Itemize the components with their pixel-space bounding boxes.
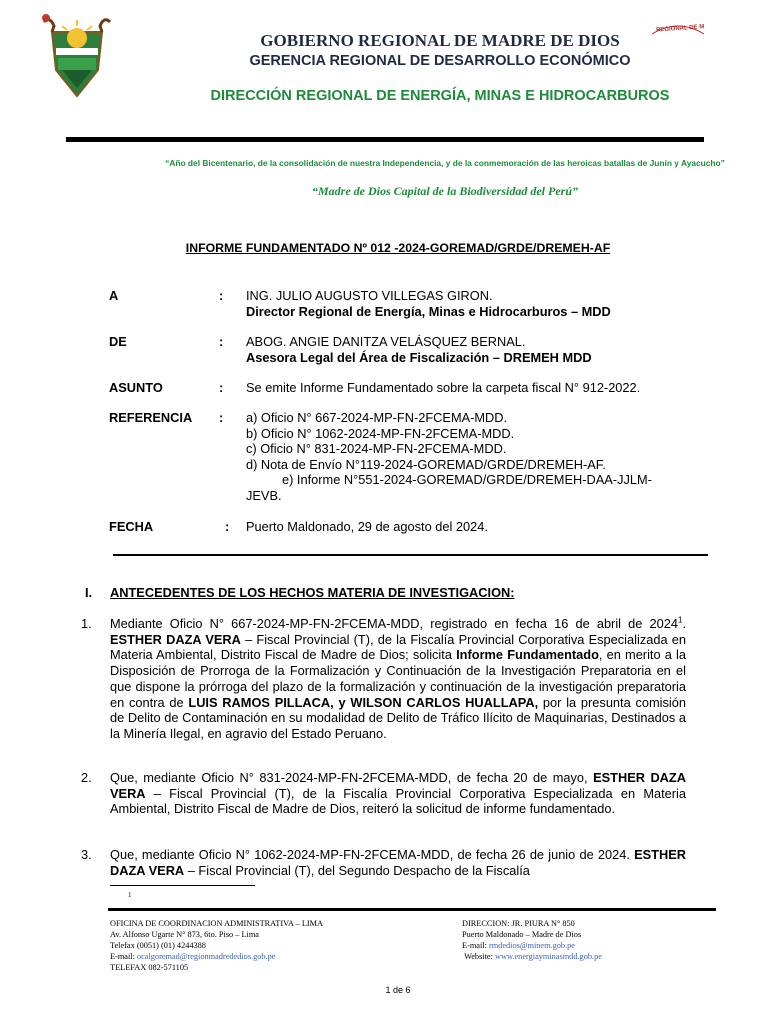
- recipient-name: ING. JULIO AUGUSTO VILLEGAS GIRON.: [246, 288, 493, 303]
- field-de-value: [246, 334, 592, 365]
- footnote-divider: [110, 885, 255, 886]
- footer-text: Av. Alfonso Ugarte N° 873, 6to. Piso – Lima: [110, 930, 259, 939]
- field-de-label: DE: [109, 334, 127, 349]
- field-de-colon: :: [219, 334, 224, 349]
- field-fecha-colon: :: [225, 519, 230, 534]
- field-a-label: A: [109, 288, 119, 303]
- regional-logo: [40, 12, 114, 100]
- recipient-title: Director Regional de Energía, Minas e Hidrocarburos – MDD: [246, 303, 611, 319]
- paragraph-text: por la presunta comisión de Delito de Contaminación en su modalidad de Delito de Tráfico Ilícito de Maquinarias, Destinados a la Minería Ilegal, en agravio del Estado Peruano.: [110, 694, 686, 741]
- page-number: 1 de 6: [385, 985, 411, 995]
- header-divider: [66, 137, 704, 142]
- direccion-email-link[interactable]: rmdedios@minem.gob.pe: [488, 941, 575, 950]
- section-number: I.: [85, 585, 93, 600]
- header-gerencia: GERENCIA REGIONAL DE DESARROLLO ECONÓMICO: [249, 53, 631, 69]
- footer-text: OFICINA DE COORDINACION ADMINISTRATIVA – LIMA: [110, 919, 324, 928]
- field-referencia-list: [246, 410, 706, 503]
- section-title: ANTECEDENTES DE LOS HECHOS MATERIA DE INVESTIGACION:: [110, 585, 515, 600]
- document-title: INFORME FUNDAMENTADO Nº 012 -2024-GOREMAD/GRDE/DREMEH-AF: [185, 241, 611, 255]
- paragraph-text: – Fiscal Provincial (T), de la Fiscalía Provincial Corporativa Especializada en Materia Ambiental, Distrito Fiscal de Madre de Dios; solicita: [110, 631, 686, 663]
- header-direccion: DIRECCIÓN REGIONAL DE ENERGÍA, MINAS E HIDROCARBUROS: [210, 88, 670, 104]
- field-fecha-label: FECHA: [109, 519, 154, 534]
- reference-item: c) Oficio N° 831-2024-MP-FN-2FCEMA-MDD.: [246, 441, 507, 456]
- footer-text: E-mail:: [462, 941, 489, 950]
- person-name: ESTHER DAZA VERA: [110, 770, 686, 801]
- footer-text: E-mail:: [110, 952, 137, 961]
- paragraph-number: 1.: [81, 616, 92, 631]
- reference-item: e) Informe N°551-2024-GOREMAD/GRDE/DREMEH-DAA-JJLM-: [282, 472, 652, 487]
- paragraph-3: [110, 847, 686, 878]
- website-link[interactable]: www.energiayminasmdd.gob.pe: [494, 952, 602, 961]
- reference-item: JEVB.: [246, 487, 282, 503]
- field-a-colon: :: [219, 288, 224, 303]
- paragraph-text: – Fiscal Provincial (T), del Segundo Despacho de la Fiscalía: [184, 862, 530, 878]
- paragraph-text: Que, mediante Oficio N° 831-2024-MP-FN-2FCEMA-MDD, de fecha 20 de mayo,: [110, 770, 594, 785]
- field-referencia-colon: :: [219, 410, 224, 425]
- reference-item: b) Oficio N° 1062-2024-MP-FN-2FCEMA-MDD.: [246, 425, 515, 441]
- footer-text: Puerto Maldonado – Madre de Dios: [462, 930, 582, 939]
- reference-item: a) Oficio N° 667-2024-MP-FN-2FCEMA-MDD.: [246, 410, 508, 425]
- paragraph-number: 2.: [81, 770, 92, 785]
- field-asunto-label: ASUNTO: [109, 380, 163, 395]
- lima-email-link[interactable]: ocalgoremad@regionmadrededios.gob.pe: [136, 952, 276, 961]
- paragraph-text: , en merito a la Disposición de Prorroga de la Formalización y Continuación de la Investigación Preparatoria en el que dispone la prórroga del plazo de la formalización y continuación de la investigación preparatoria en contra de: [110, 647, 686, 710]
- paragraph-text: Mediante Oficio N° 667-2024-MP-FN-2FCEMA-MDD, registrado en fecha 16 de abril de 2024: [110, 616, 678, 631]
- paragraph-text: – Fiscal Provincial (T), de la Fiscalía Provincial Corporativa Especializada en Materia Ambiental, Distrito Fiscal de Madre de Dios, reiteró la solicitud de informe fundamentado.: [110, 785, 686, 817]
- footer-text: TELEFAX 082-571105: [110, 963, 189, 972]
- person-name: ESTHER DAZA VERA: [110, 631, 241, 647]
- field-a-value: [246, 288, 611, 319]
- paragraph-text: Que, mediante Oficio N° 1062-2024-MP-FN-2FCEMA-MDD, de fecha 26 de junio de 2024.: [110, 847, 635, 862]
- reference-item: d) Nota de Envío N°119-2024-GOREMAD/GRDE/DREMEH-AF.: [246, 456, 606, 472]
- header-year-motto: “Año del Bicentenario, de la consolidación de nuestra Independencia, y de la conmemoración de las heroicas batallas de Junín y Ayacucho”: [165, 158, 725, 168]
- paragraph-2: [110, 770, 686, 817]
- field-fecha-value: Puerto Maldonado, 29 de agosto del 2024.: [246, 519, 488, 534]
- header-region-motto: “Madre de Dios Capital de la Biodiversidad del Perú”: [312, 184, 578, 198]
- footer-text: Website:: [464, 952, 495, 961]
- footer-text: DIRECCION: JR. PIURA N° 850: [462, 919, 575, 928]
- paragraph-1: [110, 616, 686, 742]
- sender-title: Asesora Legal del Área de Fiscalización – DREMEH MDD: [246, 349, 592, 365]
- field-referencia-label: REFERENCIA: [109, 410, 193, 425]
- paragraph-number: 3.: [81, 847, 92, 862]
- footer-direccion-office: [462, 918, 602, 962]
- field-asunto-colon: :: [219, 380, 224, 395]
- paragraph-text: .: [682, 616, 686, 631]
- person-name: LUIS RAMOS PILLACA, y WILSON CARLOS HUALLAPA,: [188, 694, 539, 710]
- person-name: ESTHER DAZA VERA: [110, 847, 686, 878]
- svg-text:REGIONAL DE M: REGIONAL DE M: [655, 24, 705, 34]
- footer-divider: [108, 908, 716, 911]
- emphasis-text: Informe Fundamentado: [456, 647, 599, 663]
- footer-lima-office: [110, 918, 323, 973]
- header-gobierno: GOBIERNO REGIONAL DE MADRE DE DIOS: [260, 31, 620, 50]
- footnote-number: 1: [128, 891, 132, 899]
- footer-text: Telefax (0051) (01) 4244388: [110, 941, 206, 950]
- sender-name: ABOG. ANGIE DANITZA VELÁSQUEZ BERNAL.: [246, 334, 526, 349]
- field-asunto-value: Se emite Informe Fundamentado sobre la carpeta fiscal N° 912-2022.: [246, 380, 641, 395]
- header-block-divider: [113, 554, 708, 556]
- footnote-ref: 1: [677, 615, 683, 625]
